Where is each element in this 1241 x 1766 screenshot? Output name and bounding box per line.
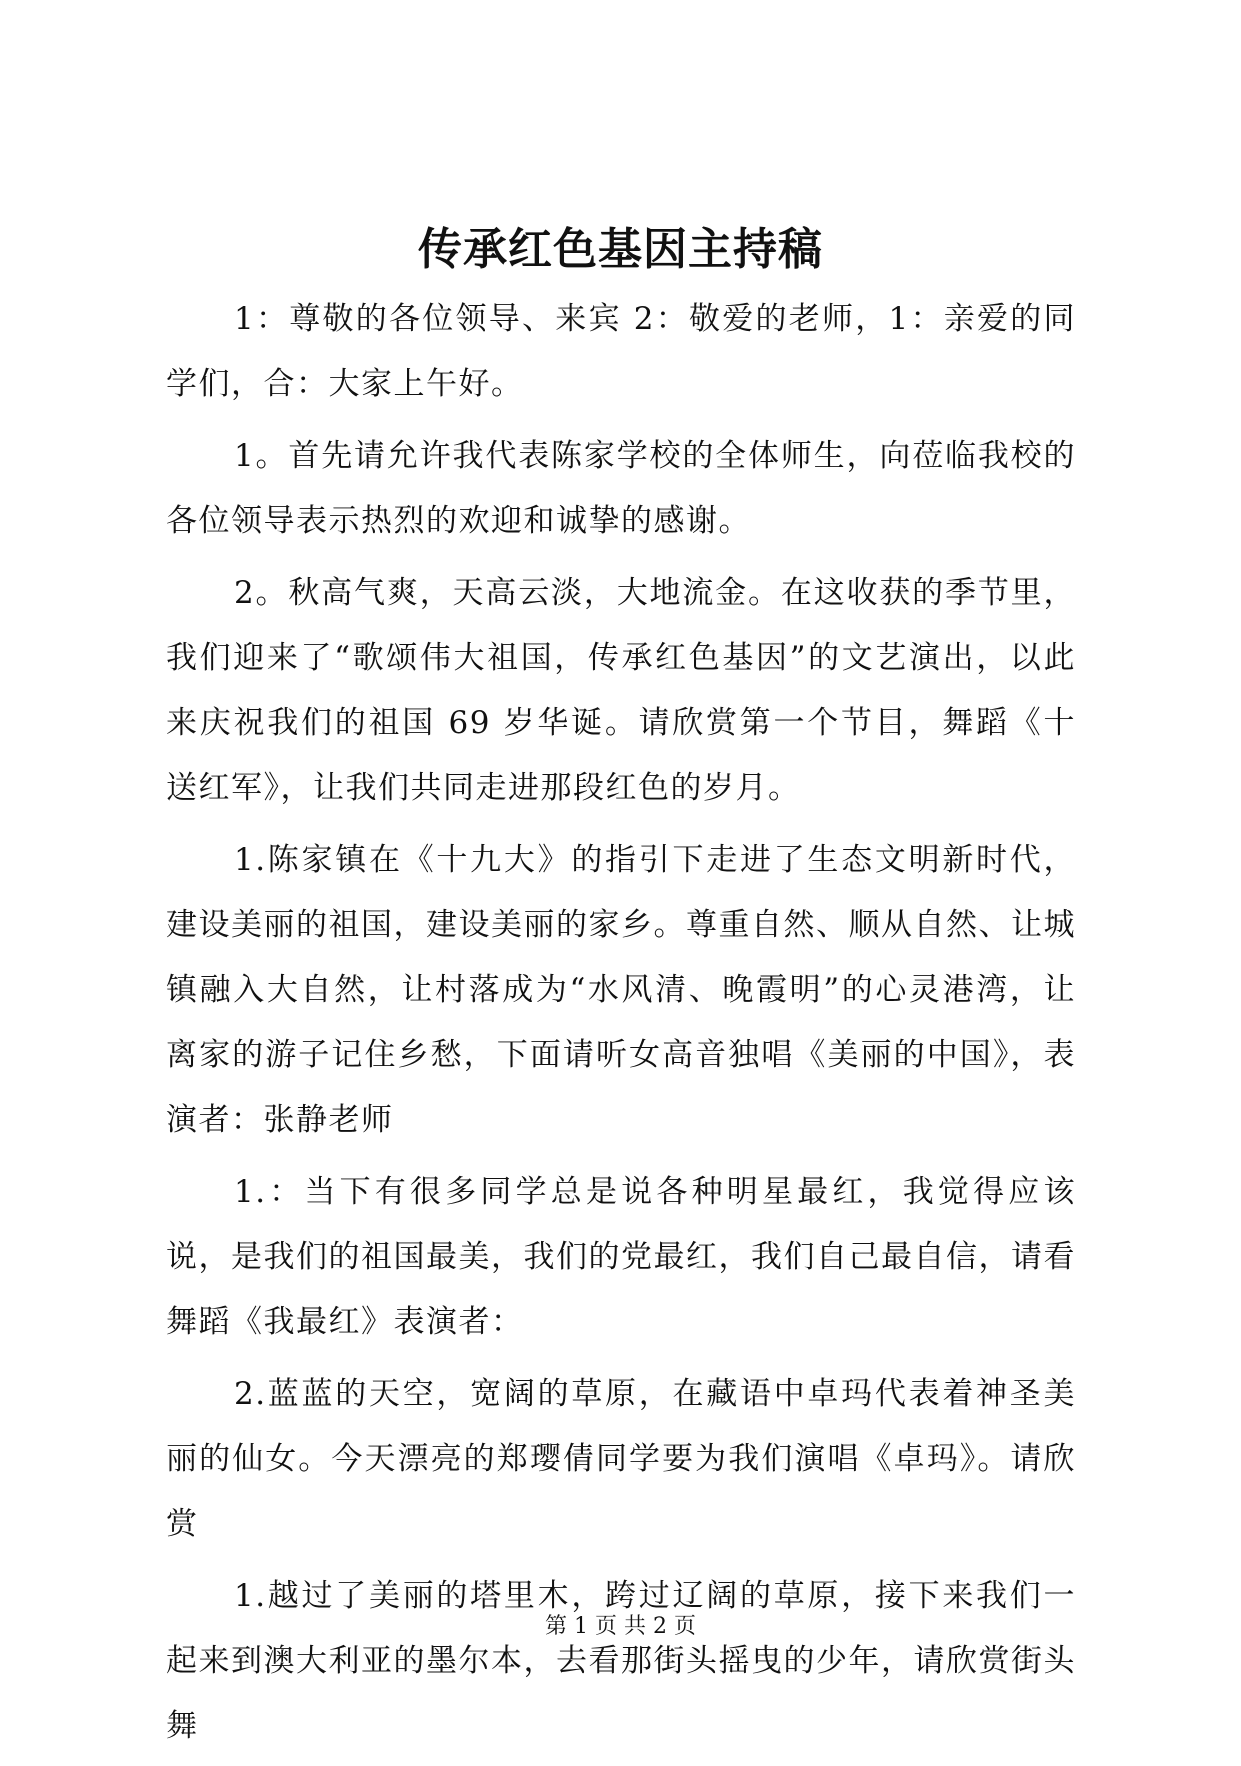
paragraph-solo-intro: 1.陈家镇在《十九大》的指引下走进了生态文明新时代，建设美丽的祖国，建设美丽的家乡。尊重自然、顺从自然、让城镇融入大自然，让村落成为“水风清、晚霞明”的心灵港湾，让离家的游子记住乡愁，下面请听女高音独唱《美丽的中国》，表演者：张静老师 — [166, 842, 1076, 1138]
paragraph-greeting: 1：尊敬的各位领导、来宾 2：敬爱的老师，1：亲爱的同学们，合：大家上午好。 — [166, 301, 1076, 402]
document-body — [166, 287, 1076, 1766]
paragraph-welcome: 1。首先请允许我代表陈家学校的全体师生，向莅临我校的各位领导表示热烈的欢迎和诚挚的感谢。 — [166, 438, 1076, 539]
paragraph-zhuoma-intro: 2.蓝蓝的天空，宽阔的草原，在藏语中卓玛代表着神圣美丽的仙女。今天漂亮的郑璎倩同学要为我们演唱《卓玛》。请欣赏 — [166, 1376, 1076, 1542]
page-number-footer: 第 1 页 共 2 页 — [545, 1614, 696, 1639]
paragraph-opening: 2。秋高气爽，天高云淡，大地流金。在这收获的季节里，我们迎来了“歌颂伟大祖国，传承红色基因”的文艺演出，以此来庆祝我们的祖国 69 岁华诞。请欣赏第一个节目，舞蹈《十送红军》，让我们共同走进那段红色的岁月。 — [166, 575, 1076, 806]
paragraph-dance-intro: 1.：当下有很多同学总是说各种明星最红，我觉得应该说，是我们的祖国最美，我们的党最红，我们自己最自信，请看舞蹈《我最红》表演者： — [166, 1174, 1076, 1340]
paragraph-street-dance-intro: 1.越过了美丽的塔里木，跨过辽阔的草原，接下来我们一起来到澳大利亚的墨尔本，去看那街头摇曳的少年，请欣赏街头舞 — [166, 1578, 1076, 1744]
document-title: 传承红色基因主持稿 — [418, 224, 823, 275]
